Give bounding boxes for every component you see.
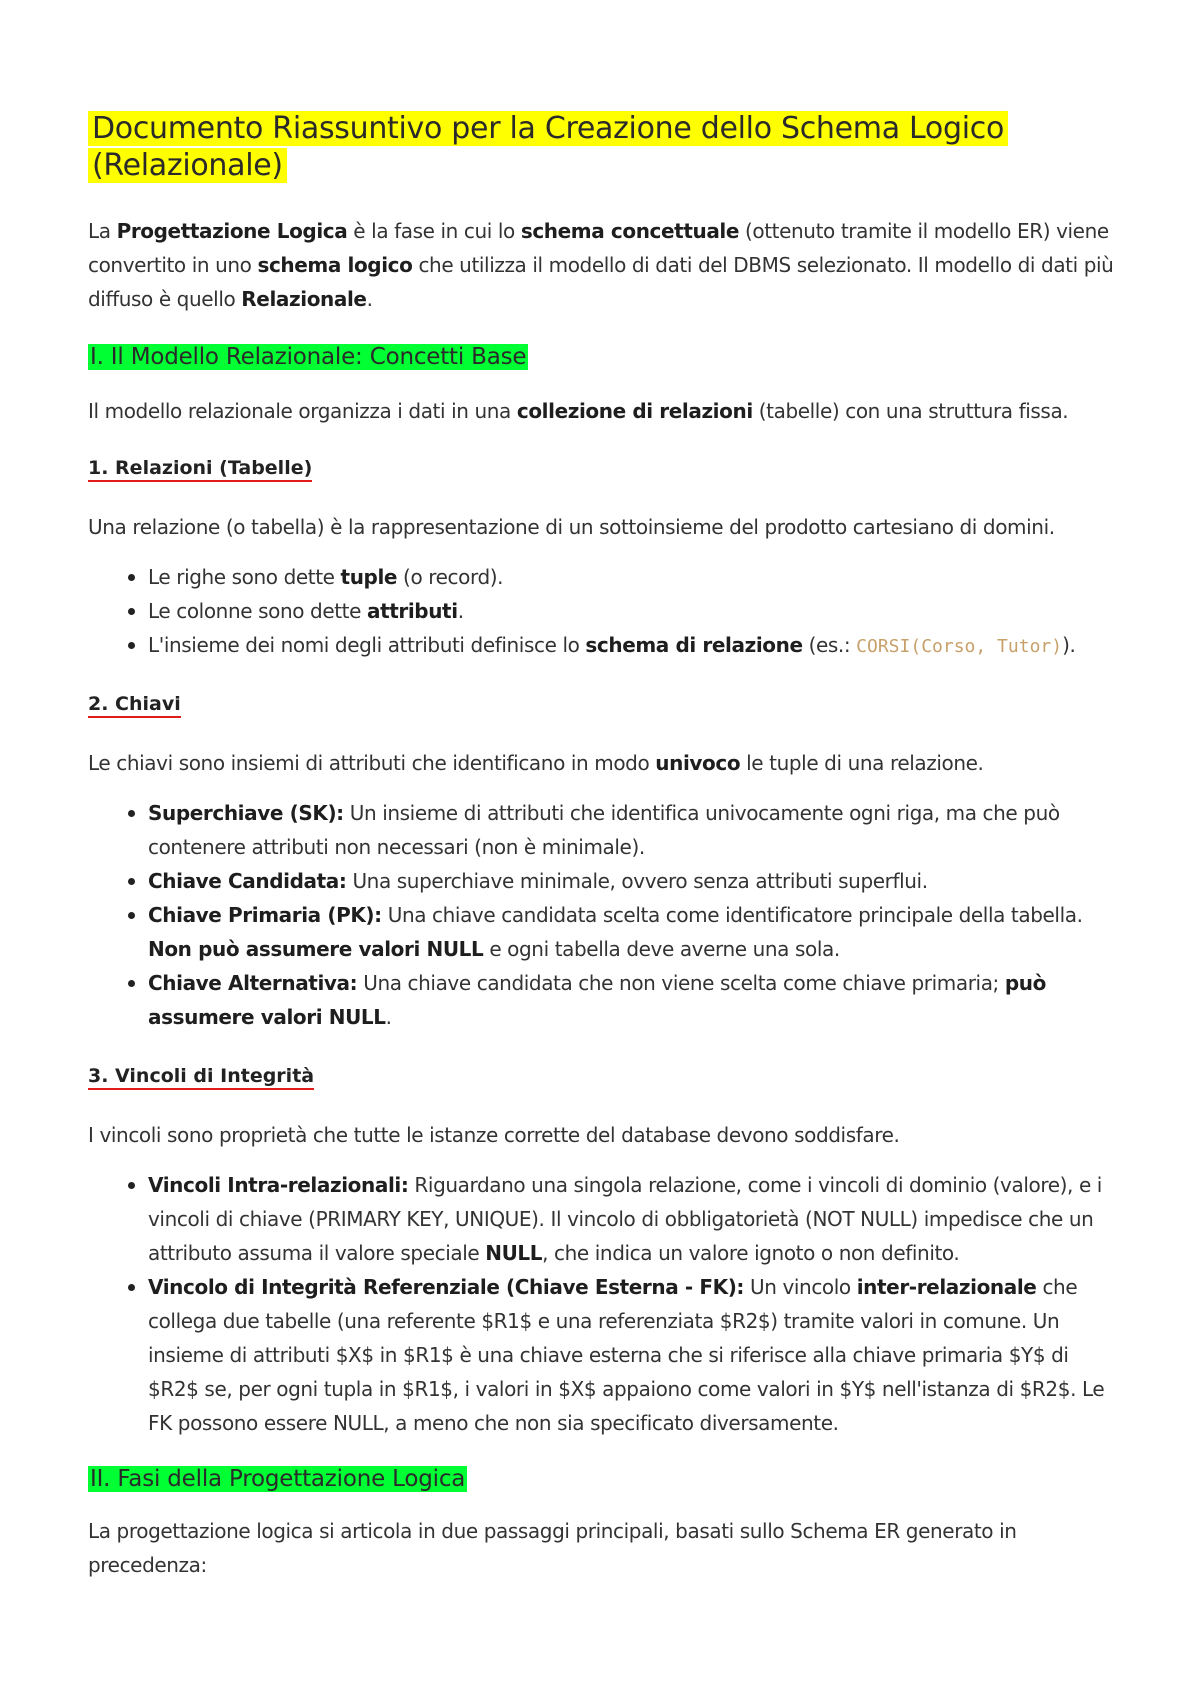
inline-code: CORSI(Corso, Tutor) xyxy=(856,636,1063,657)
item-bold: attributi xyxy=(366,599,458,623)
intro-bold-1: Progettazione Logica xyxy=(116,219,348,243)
bullet-icon xyxy=(128,642,135,649)
intro-bold-4: Relazionale xyxy=(241,287,367,311)
intro-text-5: . xyxy=(366,287,373,311)
item-bold: tuple xyxy=(340,565,398,589)
sub-2-text-1: Le chiavi sono insiemi di attributi che identificano in modo xyxy=(88,751,656,775)
list-item xyxy=(148,1168,1118,1270)
list-item xyxy=(148,594,1118,628)
item-bold: inter-relazionale xyxy=(856,1275,1037,1299)
item-text: . xyxy=(457,599,464,623)
item-bold: Chiave Primaria (PK): xyxy=(148,903,382,927)
intro-text-4: che utilizza il modello di dati del DBMS selezionato. Il modello di dati più diffuso è quello xyxy=(88,253,1114,311)
list-item xyxy=(148,796,1118,864)
bullet-icon xyxy=(128,574,135,581)
sub-3-heading-wrap xyxy=(88,1064,1118,1090)
section-2-heading-text: II. Fasi della Progettazione Logica xyxy=(90,1466,466,1492)
bullet-icon xyxy=(128,810,135,817)
intro-paragraph xyxy=(88,214,1118,316)
item-text: Una chiave candidata scelta come identificatore principale della tabella. xyxy=(381,903,1083,927)
s1-intro-bold-1: collezione di relazioni xyxy=(516,399,753,423)
sub-3-list xyxy=(88,1168,1118,1440)
item-bold: Chiave Alternativa: xyxy=(148,971,358,995)
item-bold: Chiave Candidata: xyxy=(148,869,347,893)
bullet-icon xyxy=(128,608,135,615)
item-bold: schema di relazione xyxy=(585,633,803,657)
bullet-icon xyxy=(128,878,135,885)
document-title xyxy=(88,110,1118,184)
item-text: Un vincolo xyxy=(744,1275,857,1299)
sub-1-paragraph: Una relazione (o tabella) è la rappresentazione di un sottoinsieme del prodotto cartesiano di domini. xyxy=(88,515,1055,539)
item-text: e ogni tabella deve averne una sola. xyxy=(483,937,840,961)
item-text: , che indica un valore ignoto o non definito. xyxy=(542,1241,960,1265)
intro-text-3: (ottenuto tramite il modello ER) viene convertito in uno xyxy=(88,219,1109,277)
sub-1-heading-wrap xyxy=(88,456,1118,482)
list-item xyxy=(148,560,1118,594)
item-text: . xyxy=(385,1005,392,1029)
item-bold: Vincoli Intra-relazionali: xyxy=(148,1173,409,1197)
intro-bold-2: schema concettuale xyxy=(520,219,740,243)
item-text: Una superchiave minimale, ovvero senza attributi superflui. xyxy=(346,869,928,893)
section-2-paragraph: La progettazione logica si articola in due passaggi principali, basati sullo Schema ER generato in precedenza: xyxy=(88,1519,1017,1577)
item-text: Riguardano una singola relazione, come i vincoli di dominio (valore), e i vincoli di chiave (PRIMARY KEY, UNIQUE). Il vincolo di obbligatorietà (NOT NULL) impedisce che un attributo assuma il valore speciale xyxy=(148,1173,1102,1265)
list-item xyxy=(148,966,1118,1034)
sub-1-list xyxy=(88,560,1118,664)
item-text: Le colonne sono dette xyxy=(148,599,367,623)
bullet-icon xyxy=(128,1284,135,1291)
section-2-heading xyxy=(88,1464,1118,1494)
item-bold: Superchiave (SK): xyxy=(148,801,344,825)
item-bold: Vincolo di Integrità Referenziale (Chiave Esterna - FK): xyxy=(148,1275,745,1299)
item-bold: Non può assumere valori NULL xyxy=(148,937,484,961)
bullet-icon xyxy=(128,912,135,919)
s1-intro-text-2: (tabelle) con una struttura fissa. xyxy=(752,399,1069,423)
list-item xyxy=(148,864,1118,898)
s1-intro-text-1: Il modello relazionale organizza i dati in una xyxy=(88,399,517,423)
sub-2-heading-wrap xyxy=(88,692,1118,718)
sub-3-heading: 3. Vincoli di Integrità xyxy=(88,1064,314,1090)
item-text: (es.: xyxy=(802,633,857,657)
bullet-icon xyxy=(128,980,135,987)
section-1-heading xyxy=(88,342,1118,372)
bullet-icon xyxy=(128,1182,135,1189)
item-text: ). xyxy=(1062,633,1076,657)
intro-text-2: è la fase in cui lo xyxy=(347,219,521,243)
document-content xyxy=(88,110,1118,1582)
sub-2-text-2: le tuple di una relazione. xyxy=(740,751,984,775)
item-text: Le righe sono dette xyxy=(148,565,341,589)
sub-2-list xyxy=(88,796,1118,1034)
intro-text-1: La xyxy=(88,219,117,243)
sub-2-paragraph xyxy=(88,746,1118,780)
item-text: (o record). xyxy=(397,565,504,589)
item-text: Una chiave candidata che non viene scelta come chiave primaria; xyxy=(357,971,1005,995)
section-1-intro xyxy=(88,394,1118,428)
sub-2-heading: 2. Chiavi xyxy=(88,692,181,718)
sub-3-paragraph: I vincoli sono proprietà che tutte le istanze corrette del database devono soddisfare. xyxy=(88,1123,900,1147)
sub-2-bold-1: univoco xyxy=(655,751,741,775)
list-item xyxy=(148,628,1118,664)
item-text: che collega due tabelle (una referente $R1$ e una referenziata $R2$) tramite valori in comune. Un insieme di attributi $X$ in $R1$ è una chiave esterna che si riferisce alla chiave primaria $Y$ di $R2$ se, per ogni tupla in $R1$, i valori in $X$ appaiono come valori in $Y$ nell'istanza di $R2$. Le FK possono essere NULL, a meno che non sia specificato diversamente. xyxy=(148,1275,1105,1435)
title-line-2: (Relazionale) xyxy=(88,148,287,183)
title-line-1: Documento Riassuntivo per la Creazione dello Schema Logico xyxy=(88,111,1008,146)
section-1-heading-text: I. Il Modello Relazionale: Concetti Base xyxy=(90,344,527,370)
item-bold: NULL xyxy=(485,1241,543,1265)
item-text: Un insieme di attributi che identifica univocamente ogni riga, ma che può contenere attributi non necessari (non è minimale). xyxy=(148,801,1060,859)
list-item xyxy=(148,1270,1118,1440)
intro-bold-3: schema logico xyxy=(257,253,413,277)
list-item xyxy=(148,898,1118,966)
item-text: L'insieme dei nomi degli attributi definisce lo xyxy=(148,633,586,657)
item-bold: può assumere valori NULL xyxy=(148,971,1046,1029)
sub-1-heading: 1. Relazioni (Tabelle) xyxy=(88,456,312,482)
